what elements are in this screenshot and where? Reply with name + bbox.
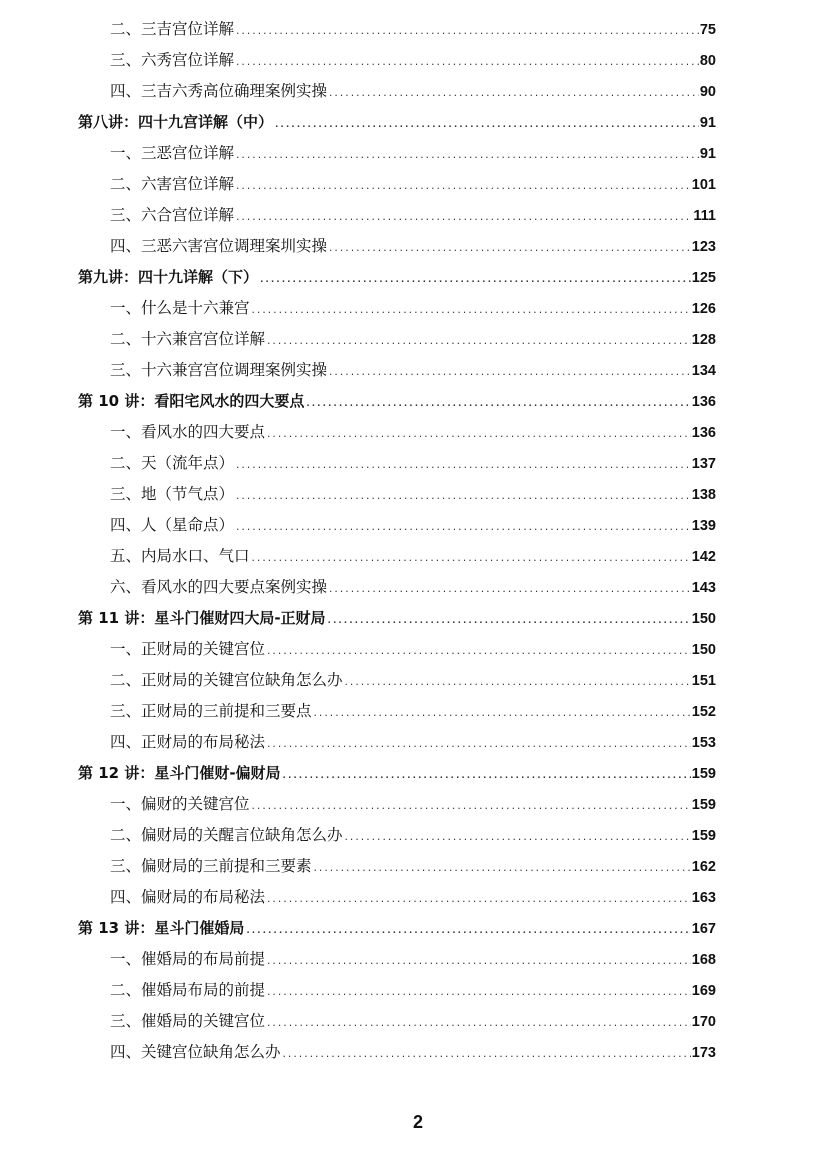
toc-entry-page: 126 xyxy=(691,301,716,317)
toc-entry-page: 163 xyxy=(691,890,716,906)
toc-entry-page: 170 xyxy=(691,1014,716,1030)
toc-entry-page: 125 xyxy=(691,270,716,286)
toc-section-entry[interactable] xyxy=(78,572,716,603)
toc-entry-title: 一、三恶宫位详解 xyxy=(110,144,235,162)
toc-section-entry[interactable] xyxy=(78,975,716,1006)
toc-entry-page: 111 xyxy=(693,208,716,224)
toc-entry-title: 二、六害宫位详解 xyxy=(110,175,235,193)
toc-entry-title: 二、三吉宫位详解 xyxy=(110,20,235,38)
toc-entry-title: 第 10 讲：看阳宅风水的四大要点 xyxy=(78,392,305,410)
toc-section-entry[interactable] xyxy=(78,820,716,851)
toc-section-entry[interactable] xyxy=(78,293,716,324)
toc-dot-leader xyxy=(266,327,691,355)
toc-dot-leader xyxy=(245,916,690,944)
toc-chapter-entry[interactable] xyxy=(78,262,716,293)
toc-section-entry[interactable] xyxy=(78,417,716,448)
toc-dot-leader xyxy=(266,730,691,758)
toc-section-entry[interactable] xyxy=(78,510,716,541)
toc-entry-page: 152 xyxy=(691,704,716,720)
toc-dot-leader xyxy=(266,947,691,975)
toc-section-entry[interactable] xyxy=(78,727,716,758)
toc-chapter-entry[interactable] xyxy=(78,107,716,138)
toc-entry-page: 136 xyxy=(691,425,716,441)
toc-entry-page: 134 xyxy=(691,363,716,379)
toc-entry-page: 173 xyxy=(691,1045,716,1061)
toc-dot-leader xyxy=(235,513,691,541)
toc-entry-page: 123 xyxy=(691,239,716,255)
toc-entry-title: 四、人（星命点） xyxy=(110,516,235,534)
toc-section-entry[interactable] xyxy=(78,200,716,231)
toc-entry-page: 91 xyxy=(699,146,716,162)
toc-entry-page: 138 xyxy=(691,487,716,503)
toc-entry-page: 139 xyxy=(691,518,716,534)
toc-dot-leader xyxy=(235,141,699,169)
toc-entry-title: 四、偏财局的布局秘法 xyxy=(110,888,266,906)
page-number: 2 xyxy=(412,1112,423,1132)
toc-section-entry[interactable] xyxy=(78,355,716,386)
toc-entry-page: 91 xyxy=(699,115,716,131)
toc-dot-leader xyxy=(235,17,699,45)
toc-entry-title: 一、催婚局的布局前提 xyxy=(110,950,266,968)
toc-entry-page: 142 xyxy=(691,549,716,565)
toc-entry-title: 第 13 讲：星斗门催婚局 xyxy=(78,919,245,937)
toc-entry-title: 二、天（流年点） xyxy=(110,454,235,472)
toc-entry-title: 二、偏财局的关醒言位缺角怎么办 xyxy=(110,826,343,844)
toc-entry-title: 第八讲：四十九宫详解（中） xyxy=(78,113,274,131)
toc-chapter-entry[interactable] xyxy=(78,913,716,944)
toc-section-entry[interactable] xyxy=(78,634,716,665)
toc-entry-title: 三、十六兼宫宫位调理案例实操 xyxy=(110,361,328,379)
toc-section-entry[interactable] xyxy=(78,45,716,76)
toc-entry-title: 四、正财局的布局秘法 xyxy=(110,733,266,751)
toc-entry-page: 159 xyxy=(691,797,716,813)
toc-entry-title: 三、地（节气点） xyxy=(110,485,235,503)
toc-section-entry[interactable] xyxy=(78,1006,716,1037)
toc-entry-page: 136 xyxy=(691,394,716,410)
toc-entry-title: 六、看风水的四大要点案例实操 xyxy=(110,578,328,596)
toc-dot-leader xyxy=(328,575,691,603)
toc-dot-leader xyxy=(235,172,691,200)
toc-dot-leader xyxy=(235,482,691,510)
toc-dot-leader xyxy=(328,234,691,262)
toc-dot-leader xyxy=(266,978,691,1006)
toc-entry-title: 一、正财局的关键宫位 xyxy=(110,640,266,658)
toc-entry-title: 三、六合宫位详解 xyxy=(110,206,235,224)
toc-section-entry[interactable] xyxy=(78,665,716,696)
toc-dot-leader xyxy=(282,761,691,789)
toc-entry-title: 五、内局水口、气口 xyxy=(110,547,250,565)
toc-dot-leader xyxy=(344,823,691,851)
toc-entry-page: 143 xyxy=(691,580,716,596)
toc-entry-title: 一、偏财的关键宫位 xyxy=(110,795,250,813)
toc-dot-leader xyxy=(313,699,691,727)
toc-section-entry[interactable] xyxy=(78,696,716,727)
toc-entry-title: 第 11 讲：星斗门催财四大局-正财局 xyxy=(78,609,326,627)
toc-section-entry[interactable] xyxy=(78,14,716,45)
toc-dot-leader xyxy=(266,637,691,665)
toc-entry-title: 四、三吉六秀高位确理案例实操 xyxy=(110,82,328,100)
toc-dot-leader xyxy=(305,389,690,417)
table-of-contents xyxy=(78,14,716,1068)
toc-entry-page: 128 xyxy=(691,332,716,348)
toc-chapter-entry[interactable] xyxy=(78,603,716,634)
toc-section-entry[interactable] xyxy=(78,76,716,107)
toc-entry-page: 137 xyxy=(691,456,716,472)
toc-section-entry[interactable] xyxy=(78,1037,716,1068)
toc-dot-leader xyxy=(251,544,691,572)
toc-section-entry[interactable] xyxy=(78,448,716,479)
toc-dot-leader xyxy=(251,296,691,324)
toc-entry-title: 三、催婚局的关键宫位 xyxy=(110,1012,266,1030)
toc-dot-leader xyxy=(313,854,691,882)
toc-dot-leader xyxy=(328,358,691,386)
toc-dot-leader xyxy=(328,79,699,107)
toc-dot-leader xyxy=(266,885,691,913)
toc-entry-page: 151 xyxy=(691,673,716,689)
toc-entry-page: 150 xyxy=(691,642,716,658)
toc-section-entry[interactable] xyxy=(78,789,716,820)
toc-entry-title: 三、偏财局的三前提和三要素 xyxy=(110,857,312,875)
toc-entry-title: 一、看风水的四大要点 xyxy=(110,423,266,441)
toc-entry-title: 四、关键宫位缺角怎么办 xyxy=(110,1043,281,1061)
toc-entry-title: 三、六秀宫位详解 xyxy=(110,51,235,69)
toc-dot-leader xyxy=(251,792,691,820)
toc-entry-page: 75 xyxy=(699,22,716,38)
toc-entry-title: 二、催婚局布局的前提 xyxy=(110,981,266,999)
toc-entry-page: 90 xyxy=(699,84,716,100)
toc-entry-title: 二、十六兼宫宫位详解 xyxy=(110,330,266,348)
toc-entry-page: 159 xyxy=(691,828,716,844)
toc-entry-title: 二、正财局的关键宫位缺角怎么办 xyxy=(110,671,343,689)
toc-section-entry[interactable] xyxy=(78,944,716,975)
toc-dot-leader xyxy=(259,265,691,293)
toc-dot-leader xyxy=(282,1040,691,1068)
toc-section-entry[interactable] xyxy=(78,541,716,572)
toc-entry-title: 三、正财局的三前提和三要点 xyxy=(110,702,312,720)
toc-section-entry[interactable] xyxy=(78,169,716,200)
toc-entry-page: 169 xyxy=(691,983,716,999)
toc-section-entry[interactable] xyxy=(78,882,716,913)
toc-section-entry[interactable] xyxy=(78,138,716,169)
toc-entry-page: 167 xyxy=(691,921,716,937)
toc-entry-title: 第 12 讲：星斗门催财-偏财局 xyxy=(78,764,281,782)
toc-dot-leader xyxy=(235,48,699,76)
toc-entry-page: 153 xyxy=(691,735,716,751)
toc-dot-leader xyxy=(235,451,691,479)
toc-section-entry[interactable] xyxy=(78,851,716,882)
toc-dot-leader xyxy=(266,1009,691,1037)
toc-entry-page: 168 xyxy=(691,952,716,968)
toc-entry-page: 159 xyxy=(691,766,716,782)
toc-entry-title: 第九讲：四十九详解（下） xyxy=(78,268,259,286)
toc-entry-page: 162 xyxy=(691,859,716,875)
toc-dot-leader xyxy=(266,420,691,448)
toc-section-entry[interactable] xyxy=(78,479,716,510)
toc-dot-leader xyxy=(274,110,699,138)
toc-dot-leader xyxy=(235,203,692,231)
toc-section-entry[interactable] xyxy=(78,231,716,262)
toc-entry-title: 一、什么是十六兼宫 xyxy=(110,299,250,317)
toc-dot-leader xyxy=(344,668,691,696)
toc-entry-page: 150 xyxy=(691,611,716,627)
toc-dot-leader xyxy=(327,606,691,634)
toc-entry-title: 四、三恶六害宫位调理案圳实操 xyxy=(110,237,328,255)
toc-chapter-entry[interactable] xyxy=(78,386,716,417)
toc-section-entry[interactable] xyxy=(78,324,716,355)
toc-chapter-entry[interactable] xyxy=(78,758,716,789)
toc-entry-page: 101 xyxy=(691,177,716,193)
toc-entry-page: 80 xyxy=(699,53,716,69)
